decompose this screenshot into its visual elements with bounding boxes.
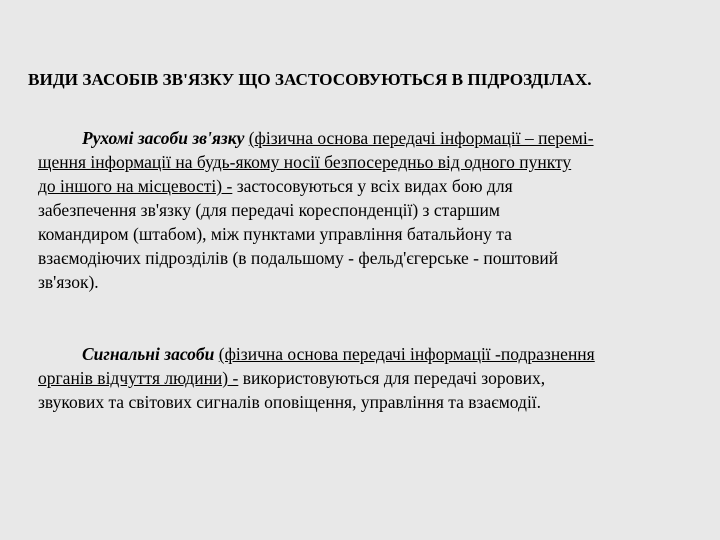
paragraph1-line-1 — [38, 126, 678, 150]
paragraph2-line-3: звукових та світових сигналів оповіщення, управління та взаємодії. — [38, 392, 542, 412]
paragraph1-line-3-rest: застосовуються у всіх видах бою для — [232, 176, 513, 196]
paragraph2-line-2-rest: використовуються для передачі зорових, — [238, 368, 546, 388]
definition2-underlined-2: органів відчуття людини) - — [38, 368, 239, 388]
paragraph1-line-3 — [38, 174, 678, 198]
paragraph-signal-means — [38, 342, 678, 414]
term-signal-means: Сигнальні засоби — [82, 344, 215, 364]
definition-underlined-1: (фізична основа передачі інформації – перемі- — [248, 128, 594, 148]
definition-underlined-2: щення інформації на будь-якому носії безпосередньо від одного пункту — [38, 152, 572, 172]
definition2-underlined-1: (фізична основа передачі інформації -подразнення — [218, 344, 595, 364]
paragraph1-line-6: взаємодіючих підрозділів (в подальшому - фельд'єгерське - поштовий — [38, 248, 559, 268]
paragraph1-line-7: зв'язок). — [38, 272, 99, 292]
paragraph1-line-4: забезпечення зв'язку (для передачі кореспонденції) з старшим — [38, 200, 500, 220]
slide-title: ВИДИ ЗАСОБІВ ЗВ'ЯЗКУ ЩО ЗАСТОСОВУЮТЬСЯ В ПІДРОЗДІЛАХ. — [28, 70, 592, 89]
paragraph2-line-1 — [38, 342, 678, 366]
term-mobile-means: Рухомі засоби зв'язку — [82, 128, 245, 148]
paragraph-mobile-means — [38, 126, 678, 294]
paragraph2-line-2 — [38, 366, 678, 390]
paragraph1-line-5: командиром (штабом), між пунктами управління батальйону та — [38, 224, 512, 244]
definition-underlined-3: до іншого на місцевості) - — [38, 176, 233, 196]
